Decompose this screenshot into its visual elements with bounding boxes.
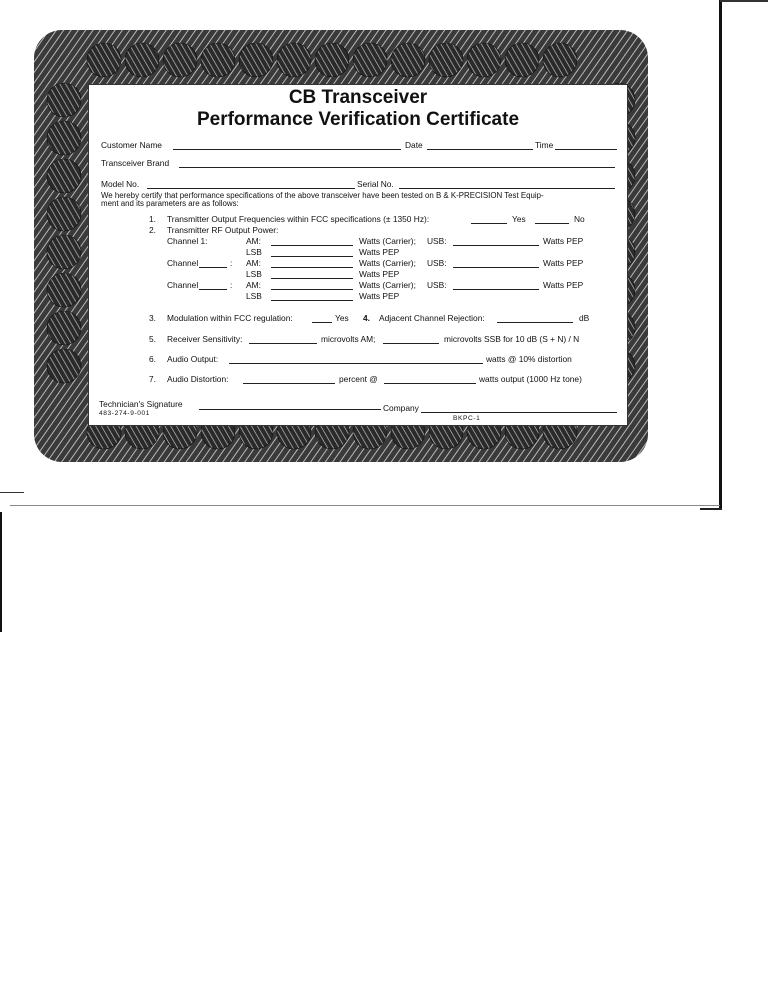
border-scallop <box>47 121 81 155</box>
item6-field[interactable] <box>229 363 483 364</box>
serial-label: Serial No. <box>357 179 394 189</box>
border-scallop <box>277 43 311 77</box>
channel1-usb-pep: Watts PEP <box>543 236 584 246</box>
item2-number: 2. <box>149 225 156 235</box>
border-scallop <box>47 235 81 269</box>
item3-number: 3. <box>149 313 156 323</box>
channel3-usb-label: USB: <box>427 280 447 290</box>
item7-percent-field[interactable] <box>243 383 335 384</box>
channel3-usb-pep: Watts PEP <box>543 280 584 290</box>
item7-unit: watts output (1000 Hz tone) <box>479 374 582 384</box>
scan-edge-left <box>0 512 2 632</box>
item6-unit: watts @ 10% distortion <box>486 354 572 364</box>
border-scallop <box>543 43 577 77</box>
signature-label: Technician's Signature <box>99 399 183 409</box>
time-label: Time <box>535 140 554 150</box>
date-label: Date <box>405 140 423 150</box>
item1-text: Transmitter Output Frequencies within FCC specifications (± 1350 Hz): <box>167 214 430 224</box>
item3-yes-label: Yes <box>335 313 349 323</box>
item4-field[interactable] <box>497 322 573 323</box>
border-scallop <box>201 43 235 77</box>
channel2-usb-field[interactable] <box>453 267 539 268</box>
channel3-lsb-label: LSB <box>246 291 262 301</box>
channel2-lsb-pep: Watts PEP <box>359 269 400 279</box>
border-scallop <box>87 43 121 77</box>
channel1-lsb-field[interactable] <box>271 256 353 257</box>
channel1-usb-label: USB: <box>427 236 447 246</box>
model-label: Model No. <box>101 179 140 189</box>
time-field[interactable] <box>555 149 617 150</box>
date-field[interactable] <box>427 149 533 150</box>
border-scallop <box>47 311 81 345</box>
company-label: Company <box>383 403 419 413</box>
item5-text: Receiver Sensitivity: <box>167 334 243 344</box>
item1-yes-field[interactable] <box>471 223 507 224</box>
border-scallop <box>505 43 539 77</box>
item7-watts-field[interactable] <box>384 383 476 384</box>
border-scallop <box>47 197 81 231</box>
item1-number: 1. <box>149 214 156 224</box>
channel1-label: Channel 1: <box>167 236 208 246</box>
border-scallop <box>47 349 81 383</box>
channel1-lsb-label: LSB <box>246 247 262 257</box>
form-code: BKPC-1 <box>453 415 481 422</box>
serial-field[interactable] <box>399 188 615 189</box>
border-scallop <box>353 43 387 77</box>
channel1-usb-field[interactable] <box>453 245 539 246</box>
channel1-carrier-label: Watts (Carrier); <box>359 236 416 246</box>
item5-am-unit: microvolts AM; <box>321 334 376 344</box>
item7-text: Audio Distortion: <box>167 374 229 384</box>
item7-number: 7. <box>149 374 156 384</box>
border-scallop <box>391 43 425 77</box>
scan-edge-top-right <box>720 0 768 2</box>
customer-name-field[interactable] <box>173 149 401 150</box>
item1-yes-label: Yes <box>512 214 526 224</box>
channel3-colon: : <box>230 280 233 290</box>
channel1-am-label: AM: <box>246 236 261 246</box>
channel3-lsb-field[interactable] <box>271 300 353 301</box>
channel3-number-field[interactable] <box>199 289 227 290</box>
channel2-colon: : <box>230 258 233 268</box>
item6-text: Audio Output: <box>167 354 219 364</box>
item1-no-label: No <box>574 214 585 224</box>
certify-line-2: ment and its parameters are as follows: <box>101 199 239 208</box>
brand-field[interactable] <box>179 167 615 168</box>
certificate-subtitle: Performance Verification Certificate <box>196 109 520 130</box>
channel3-lsb-pep: Watts PEP <box>359 291 400 301</box>
border-scallop <box>47 83 81 117</box>
model-field[interactable] <box>147 188 355 189</box>
item3-yes-field[interactable] <box>312 322 332 323</box>
scan-edge-bottom <box>10 505 720 506</box>
item2-text: Transmitter RF Output Power: <box>167 225 279 235</box>
channel2-am-label: AM: <box>246 258 261 268</box>
channel3-carrier-label: Watts (Carrier); <box>359 280 416 290</box>
channel2-lsb-label: LSB <box>246 269 262 279</box>
certificate-panel <box>88 84 628 426</box>
signature-field[interactable] <box>199 409 381 410</box>
item5-ssb-field[interactable] <box>383 343 439 344</box>
scan-mark-left <box>0 492 24 493</box>
border-scallop <box>239 43 273 77</box>
channel3-usb-field[interactable] <box>453 289 539 290</box>
channel2-usb-label: USB: <box>427 258 447 268</box>
item3-text: Modulation within FCC regulation: <box>167 313 293 323</box>
channel1-lsb-pep: Watts PEP <box>359 247 400 257</box>
channel2-number-field[interactable] <box>199 267 227 268</box>
certify-line-1: We hereby certify that performance specifications of the above transceiver have been tested on B & K-PRECISION Test Equip- <box>101 191 544 200</box>
channel2-am-field[interactable] <box>271 267 353 268</box>
border-scallop <box>125 43 159 77</box>
channel2-usb-pep: Watts PEP <box>543 258 584 268</box>
item4-text: Adjacent Channel Rejection: <box>379 313 485 323</box>
scan-edge-right <box>719 0 722 510</box>
channel3-label: Channel <box>167 280 199 290</box>
channel2-carrier-label: Watts (Carrier); <box>359 258 416 268</box>
scan-mark-bottom-right <box>700 508 722 510</box>
border-scallop <box>47 273 81 307</box>
channel3-am-label: AM: <box>246 280 261 290</box>
item6-number: 6. <box>149 354 156 364</box>
border-scallop <box>163 43 197 77</box>
channel2-label: Channel <box>167 258 199 268</box>
item5-number: 5. <box>149 334 156 344</box>
company-field[interactable] <box>421 412 617 413</box>
channel2-lsb-field[interactable] <box>271 278 353 279</box>
customer-name-label: Customer Name <box>101 140 162 150</box>
border-scallop <box>429 43 463 77</box>
item7-percent-label: percent @ <box>339 374 378 384</box>
brand-label: Transceiver Brand <box>101 158 170 168</box>
border-scallop <box>47 159 81 193</box>
channel1-am-field[interactable] <box>271 245 353 246</box>
channel3-am-field[interactable] <box>271 289 353 290</box>
item5-am-field[interactable] <box>249 343 317 344</box>
certificate-title: CB Transceiver <box>288 87 428 108</box>
item1-no-field[interactable] <box>535 223 569 224</box>
item5-ssb-unit: microvolts SSB for 10 dB (S + N) / N <box>444 334 580 344</box>
item4-number: 4. <box>363 313 370 323</box>
border-scallop <box>315 43 349 77</box>
item4-unit: dB <box>579 313 590 323</box>
form-number: 483-274-9-001 <box>99 410 151 417</box>
border-scallop <box>467 43 501 77</box>
